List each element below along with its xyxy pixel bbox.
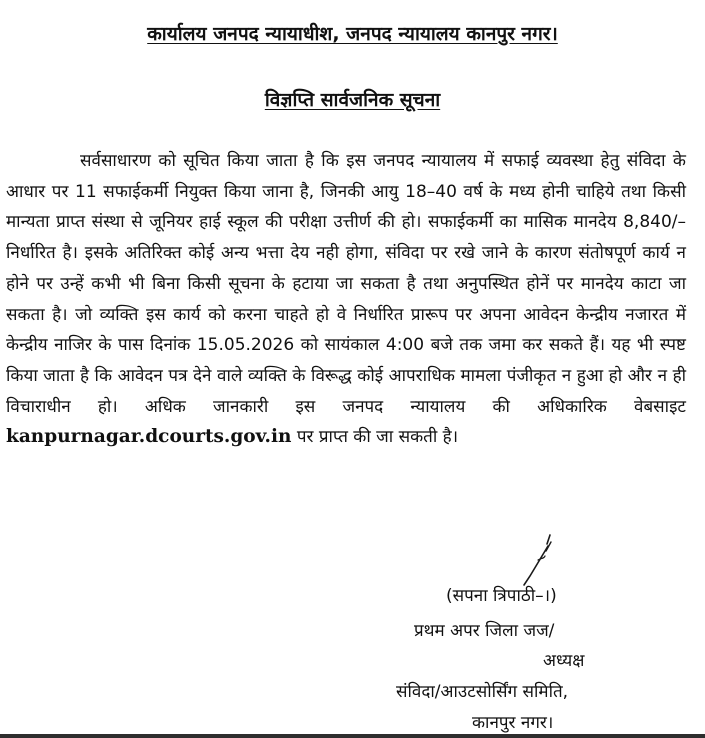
website-link[interactable]: kanpurnagar.dcourts.gov.in: [6, 426, 292, 448]
notice-subject: विज्ञप्ति सार्वजनिक सूचना: [264, 89, 441, 111]
signatory-committee: संविदा/आउटसोर्सिंग समिति,: [396, 682, 569, 702]
signatory-role: अध्यक्ष: [543, 651, 585, 671]
signatory-place: कानपुर नगर।: [472, 713, 554, 733]
notice-text-end: पर प्राप्त की जा सकती है।: [296, 427, 459, 448]
notice-text: सर्वसाधारण को सूचित किया जाता है कि इस जनपद न्यायालय में सफाई व्यवस्था हेतु संविदा के आधार पर 11 सफाईकर्मी नियुक्त किया जाना है, जिनकी आयु 18–40 वर्ष के मध्य होनी चाहिये तथा किसी मान्यता प्राप्त संस्था से जूनियर हाई स्कूल की परीक्षा उत्तीर्ण की हो। सफाईकर्मी का मासिक मानदेय 8,840/– निर्धारित है। इसके अतिरिक्त कोई अन्य भत्ता देय नही होगा, संविदा पर रखे जाने के कारण संतोषपूर्ण कार्य न होने पर उन्हें कभी भी बिना किसी सूचना के हटाया जा सकता है तथा अनुपस्थित होनें पर मानदेय काटा जा सकता है। जो व्यक्ति इस कार्य को करना चाहते हो वे निर्धारित प्रारूप पर अपना आवेदन केन्द्रीय नजारत में केन्द्रीय नाजिर के पास दिनांक 15.05.2026 को सायंकाल 4:00 बजे तक जमा कर सकते हैं। यह भी स्पष्ट किया जाता है कि आवेदन पत्र देने वाले व्यक्ति के विरूद्ध कोई आपराधिक मामला पंजीकृत न हुआ हो और न ही विचाराधीन हो। अधिक जानकारी इस जनपद न्यायालय की अधिकारिक वेबसाइट: [6, 151, 686, 417]
office-heading: कार्यालय जनपद न्यायाधीश, जनपद न्यायालय कानपुर नगर।: [147, 23, 558, 45]
signatory-name: (सपना त्रिपाठी–।): [446, 586, 557, 606]
notice-body: [6, 146, 686, 453]
handwritten-signature: [520, 532, 560, 587]
bottom-divider: [0, 734, 705, 738]
signatory-designation: प्रथम अपर जिला जज/: [414, 621, 555, 641]
